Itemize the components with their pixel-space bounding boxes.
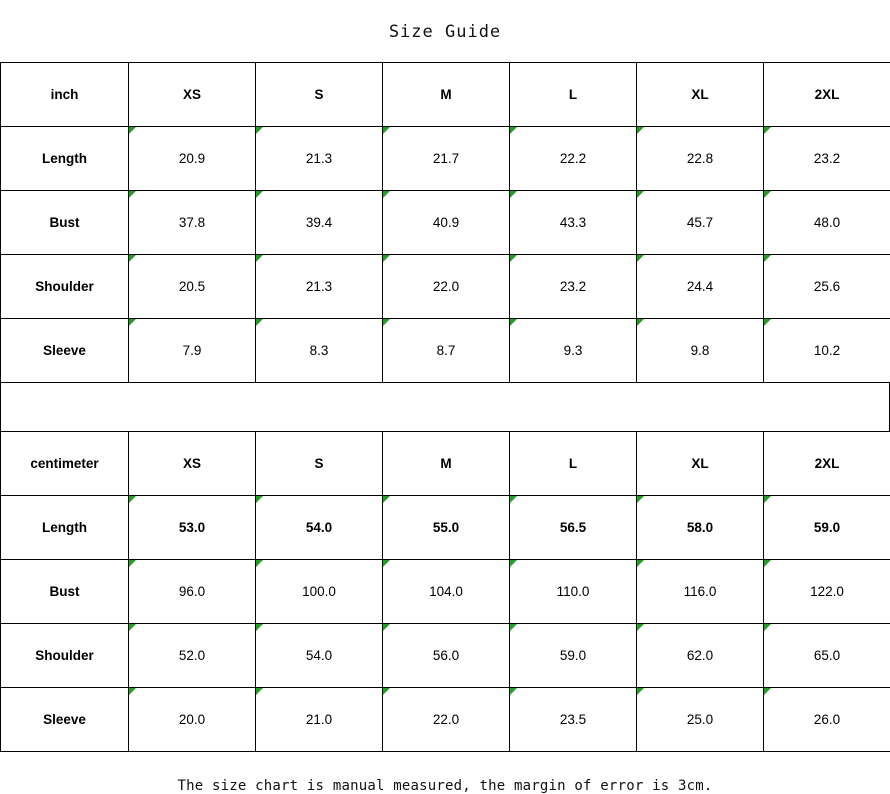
cell-sleeve-2xl: 10.2	[764, 319, 890, 383]
table-gap-divider	[0, 383, 890, 431]
cell-sleeve-2xl: 26.0	[764, 688, 890, 752]
cell-bust-l: 110.0	[510, 560, 637, 624]
cell-shoulder-m: 22.0	[383, 255, 510, 319]
row-label-bust: Bust	[1, 560, 129, 624]
cell-bust-xl: 116.0	[637, 560, 764, 624]
cell-sleeve-xs: 7.9	[129, 319, 256, 383]
column-header-xs: XS	[129, 432, 256, 496]
cell-shoulder-m: 56.0	[383, 624, 510, 688]
column-header-xl: XL	[637, 432, 764, 496]
table-row	[1, 191, 890, 255]
cell-bust-l: 43.3	[510, 191, 637, 255]
row-label-length: Length	[1, 496, 129, 560]
cell-length-m: 21.7	[383, 127, 510, 191]
cell-sleeve-s: 8.3	[256, 319, 383, 383]
unit-label-centimeter: centimeter	[1, 432, 129, 496]
cell-sleeve-l: 9.3	[510, 319, 637, 383]
cell-length-m: 55.0	[383, 496, 510, 560]
column-header-xs: XS	[129, 63, 256, 127]
table-row	[1, 127, 890, 191]
row-label-length: Length	[1, 127, 129, 191]
column-header-l: L	[510, 63, 637, 127]
cell-bust-xs: 96.0	[129, 560, 256, 624]
column-header-l: L	[510, 432, 637, 496]
cell-length-xl: 58.0	[637, 496, 764, 560]
table-header-row	[1, 432, 890, 496]
cell-shoulder-2xl: 65.0	[764, 624, 890, 688]
cell-shoulder-l: 59.0	[510, 624, 637, 688]
cell-length-l: 22.2	[510, 127, 637, 191]
cell-length-2xl: 59.0	[764, 496, 890, 560]
cell-bust-2xl: 122.0	[764, 560, 890, 624]
column-header-m: M	[383, 63, 510, 127]
row-label-bust: Bust	[1, 191, 129, 255]
table-row	[1, 496, 890, 560]
table-row	[1, 624, 890, 688]
table-header-row	[1, 63, 890, 127]
size-table-centimeter	[0, 431, 890, 752]
row-label-shoulder: Shoulder	[1, 624, 129, 688]
table-row	[1, 255, 890, 319]
cell-bust-s: 39.4	[256, 191, 383, 255]
cell-sleeve-l: 23.5	[510, 688, 637, 752]
column-header-s: S	[256, 432, 383, 496]
cell-shoulder-xl: 62.0	[637, 624, 764, 688]
cell-sleeve-xs: 20.0	[129, 688, 256, 752]
cell-sleeve-s: 21.0	[256, 688, 383, 752]
cell-sleeve-m: 22.0	[383, 688, 510, 752]
row-label-sleeve: Sleeve	[1, 688, 129, 752]
cell-bust-s: 100.0	[256, 560, 383, 624]
row-label-sleeve: Sleeve	[1, 319, 129, 383]
cell-bust-xs: 37.8	[129, 191, 256, 255]
cell-bust-xl: 45.7	[637, 191, 764, 255]
column-header-s: S	[256, 63, 383, 127]
size-table-inch	[0, 62, 890, 383]
column-header-xl: XL	[637, 63, 764, 127]
row-label-shoulder: Shoulder	[1, 255, 129, 319]
cell-shoulder-s: 54.0	[256, 624, 383, 688]
cell-shoulder-2xl: 25.6	[764, 255, 890, 319]
cell-length-l: 56.5	[510, 496, 637, 560]
cell-length-s: 54.0	[256, 496, 383, 560]
cell-sleeve-m: 8.7	[383, 319, 510, 383]
column-header-2xl: 2XL	[764, 432, 890, 496]
cell-length-s: 21.3	[256, 127, 383, 191]
cell-bust-m: 104.0	[383, 560, 510, 624]
page-title: Size Guide	[388, 22, 502, 42]
cell-length-xs: 53.0	[129, 496, 256, 560]
cell-bust-2xl: 48.0	[764, 191, 890, 255]
table-row	[1, 319, 890, 383]
table-row	[1, 688, 890, 752]
cell-length-2xl: 23.2	[764, 127, 890, 191]
cell-shoulder-xs: 52.0	[129, 624, 256, 688]
column-header-2xl: 2XL	[764, 63, 890, 127]
cell-shoulder-xl: 24.4	[637, 255, 764, 319]
cell-length-xl: 22.8	[637, 127, 764, 191]
cell-sleeve-xl: 9.8	[637, 319, 764, 383]
cell-length-xs: 20.9	[129, 127, 256, 191]
cell-sleeve-xl: 25.0	[637, 688, 764, 752]
column-header-m: M	[383, 432, 510, 496]
cell-shoulder-l: 23.2	[510, 255, 637, 319]
cell-shoulder-s: 21.3	[256, 255, 383, 319]
unit-label-inch: inch	[1, 63, 129, 127]
cell-bust-m: 40.9	[383, 191, 510, 255]
measurement-disclaimer: The size chart is manual measured, the margin of error is 3cm.	[177, 778, 713, 794]
cell-shoulder-xs: 20.5	[129, 255, 256, 319]
table-row	[1, 560, 890, 624]
